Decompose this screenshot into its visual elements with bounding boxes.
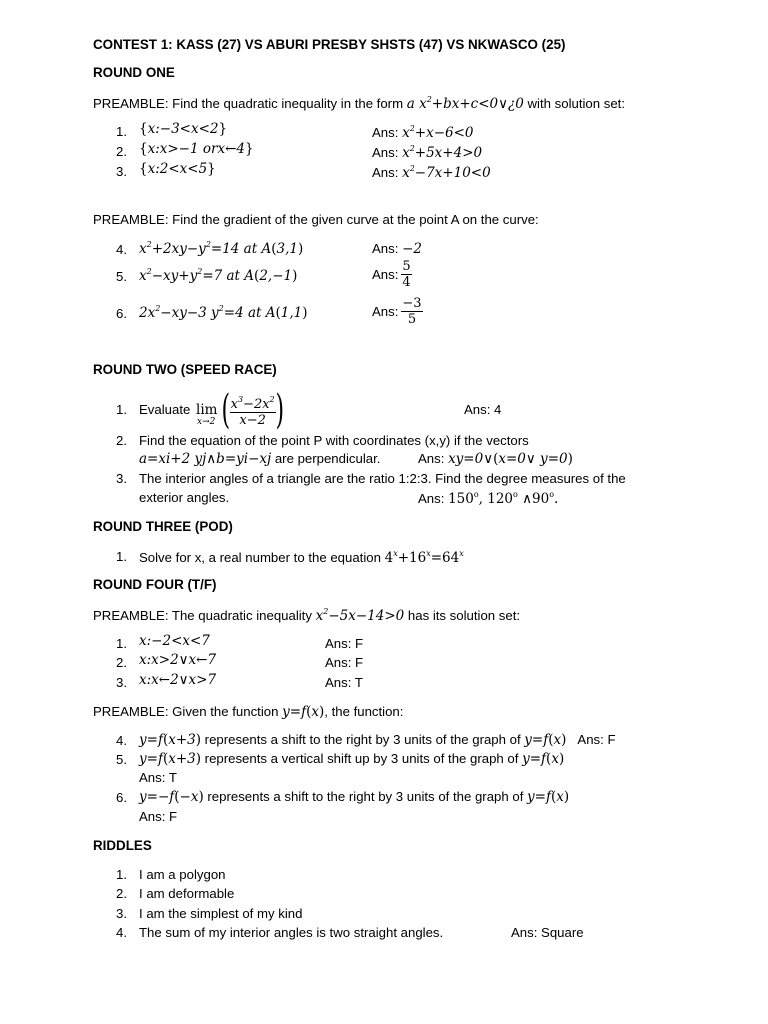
function-math: y=f(x) (527, 789, 570, 805)
answer-r4-2: Ans: F (325, 655, 364, 670)
item-number: 4. (116, 925, 127, 940)
riddle-clue: I am a polygon (139, 867, 226, 882)
ans-label: Ans: (372, 241, 399, 256)
evaluate-label: Evaluate (139, 402, 191, 417)
question-tail: are perpendicular. (271, 451, 381, 466)
function-math: y=f(x) (282, 704, 325, 720)
round-one-preamble-1 (93, 96, 625, 112)
item-number: 2. (116, 433, 127, 448)
question-text: represents a shift to the right by 3 units of the graph of (203, 789, 528, 804)
item-number: 1. (116, 867, 127, 882)
preamble-tail: , the function: (324, 704, 404, 719)
ans-label: Ans: (372, 165, 399, 180)
question-r4-5 (139, 752, 564, 767)
inequality-math: $x^2-5x-14>0$ (315, 607, 405, 624)
question-text: represents a shift to the right by 3 units of the graph of (201, 732, 525, 747)
item-number: 6. (116, 306, 127, 321)
answer-r4-3: Ans: T (325, 675, 363, 690)
answer-r4-5: Ans: T (139, 770, 177, 785)
item-number: 1. (116, 549, 127, 564)
item-number: 3. (116, 164, 127, 179)
answer-math: xy=0∨(x=0∨ y=0) (448, 451, 573, 467)
item-number: 2. (116, 655, 127, 670)
answer-math: 150$^o$, 120$^o$ ∧90$^o$. (448, 490, 559, 507)
answer-math: $x^2+5x+4>0$ (402, 144, 483, 161)
function-math: y=f(x+3) (139, 732, 202, 748)
left-paren: ( (221, 387, 231, 433)
ans-label: Ans: (418, 451, 445, 466)
answer-5 (372, 259, 412, 290)
function-math: y=−f(−x) (139, 789, 204, 805)
round-three-heading: ROUND THREE (POD) (93, 519, 233, 534)
fraction-numerator: −3 (402, 296, 422, 311)
fraction-denominator: 5 (407, 312, 417, 327)
solution-set-math: x:x>2∨x←7 (139, 652, 217, 668)
question-rt-2-line2 (139, 452, 380, 467)
limit-operator: lim (196, 402, 218, 418)
solution-set-math: x:−2<x<7 (139, 633, 210, 649)
solution-set-math: {x:2<x<5} (139, 161, 216, 177)
limit-subscript: x→2 (197, 417, 216, 427)
answer-r4-4: Ans: F (577, 732, 616, 747)
limit-expression (218, 387, 287, 433)
equation-math: $4^x+16^x=64^x$ (384, 549, 464, 566)
item-number: 2. (116, 144, 127, 159)
item-number: 4. (116, 242, 127, 257)
solution-set-math: {x:−3<x<2} (139, 121, 228, 137)
vectors-math: a=xi+2 yj∧b=yi−xj (139, 451, 272, 467)
answer-fraction (401, 296, 422, 327)
riddle-clue: I am the simplest of my kind (139, 906, 303, 921)
question-rt-3-line1: The interior angles of a triangle are the ratio 1:2:3. Find the degree measures of the (139, 471, 626, 486)
fraction-denominator: x−2 (239, 413, 266, 428)
preamble-tail: has its solution set: (404, 608, 521, 623)
item-number: 4. (116, 733, 127, 748)
answer-2 (372, 145, 482, 161)
riddle-clue: I am deformable (139, 886, 235, 901)
answer-4 (372, 242, 422, 257)
solution-set-math: x:x←2∨x>7 (139, 672, 217, 688)
answer-rt-2 (418, 452, 573, 467)
item-number: 1. (116, 636, 127, 651)
answer-r4-1: Ans: F (325, 636, 364, 651)
ans-label: Ans: (372, 125, 399, 140)
round-four-heading: ROUND FOUR (T/F) (93, 577, 217, 592)
contest-title: CONTEST 1: KASS (27) VS ABURI PRESBY SHSTS (47) VS NKWASCO (25) (93, 37, 566, 52)
preamble-tail: with solution set: (523, 96, 626, 111)
question-rt-3-line2: exterior angles. (139, 490, 230, 505)
round-four-preamble-1 (93, 608, 520, 624)
ans-label: Ans: (372, 303, 399, 319)
item-number: 1. (116, 124, 127, 139)
solution-set-math: {x:x>−1 orx←4} (139, 141, 254, 157)
inequality-form-math: a $x^2+bx+c<0\vee¿0$ (406, 95, 524, 112)
riddles-heading: RIDDLES (93, 838, 152, 853)
item-number: 3. (116, 906, 127, 921)
answer-math: $x^2-7x+10<0$ (402, 164, 491, 181)
fraction-denominator: 4 (402, 275, 411, 290)
round-two-heading: ROUND TWO (SPEED RACE) (93, 362, 277, 377)
answer-math: −2 (402, 241, 422, 257)
item-number: 5. (116, 269, 127, 284)
answer-3 (372, 165, 491, 181)
preamble-label: PREAMBLE: Find the quadratic inequality in the form (93, 96, 407, 111)
ans-label: Ans: (372, 266, 399, 282)
ans-label: Ans: (418, 491, 445, 506)
question-rt-2-line1: Find the equation of the point P with coordinates (x,y) if the vectors (139, 433, 529, 448)
function-math: y=f(x) (522, 751, 565, 767)
answer-r4-6: Ans: F (139, 809, 178, 824)
answer-1 (372, 125, 474, 141)
question-r4-6 (139, 790, 569, 805)
round-one-preamble-2: PREAMBLE: Find the gradient of the given curve at the point A on the curve: (93, 212, 539, 227)
curve-equation-math: $x^2+2xy-y^2=14$ at A(3,1) (139, 240, 304, 257)
answer-rt-3 (418, 491, 558, 507)
answer-rt-1: Ans: 4 (464, 402, 502, 417)
answer-math: $x^2+x-6<0$ (402, 124, 474, 141)
function-math: y=f(x) (524, 732, 567, 748)
round-four-preamble-2 (93, 705, 403, 720)
answer-6 (372, 296, 423, 327)
curve-equation-math: $x^2-xy+y^2=7$ at A(2,−1) (139, 267, 298, 284)
curve-equation-math: $2x^2-xy-3$ $y^2=4$ at A(1,1) (139, 304, 308, 321)
limit-fraction (230, 392, 276, 428)
item-number: 5. (116, 752, 127, 767)
preamble-label: PREAMBLE: Given the function (93, 704, 283, 719)
riddle-clue: The sum of my interior angles is two straight angles. (139, 925, 444, 940)
riddle-answer: Ans: Square (511, 925, 584, 940)
item-number: 1. (116, 402, 127, 417)
round-one-heading: ROUND ONE (93, 65, 175, 80)
right-paren: ) (275, 387, 284, 433)
answer-fraction (401, 259, 411, 290)
function-math: y=f(x+3) (139, 751, 202, 767)
ans-label: Ans: (372, 145, 399, 160)
item-number: 2. (116, 886, 127, 901)
question-text: Solve for x, a real number to the equation (139, 550, 385, 565)
question-r4-4 (139, 733, 616, 748)
question-text: represents a vertical shift up by 3 units of the graph of (201, 751, 523, 766)
item-number: 6. (116, 790, 127, 805)
item-number: 3. (116, 471, 127, 486)
fraction-numerator: $x^3-2x^2$ (230, 392, 276, 413)
preamble-label: PREAMBLE: The quadratic inequality (93, 608, 316, 623)
fraction-numerator: 5 (402, 259, 411, 274)
item-number: 3. (116, 675, 127, 690)
question-r3-1 (139, 550, 464, 566)
